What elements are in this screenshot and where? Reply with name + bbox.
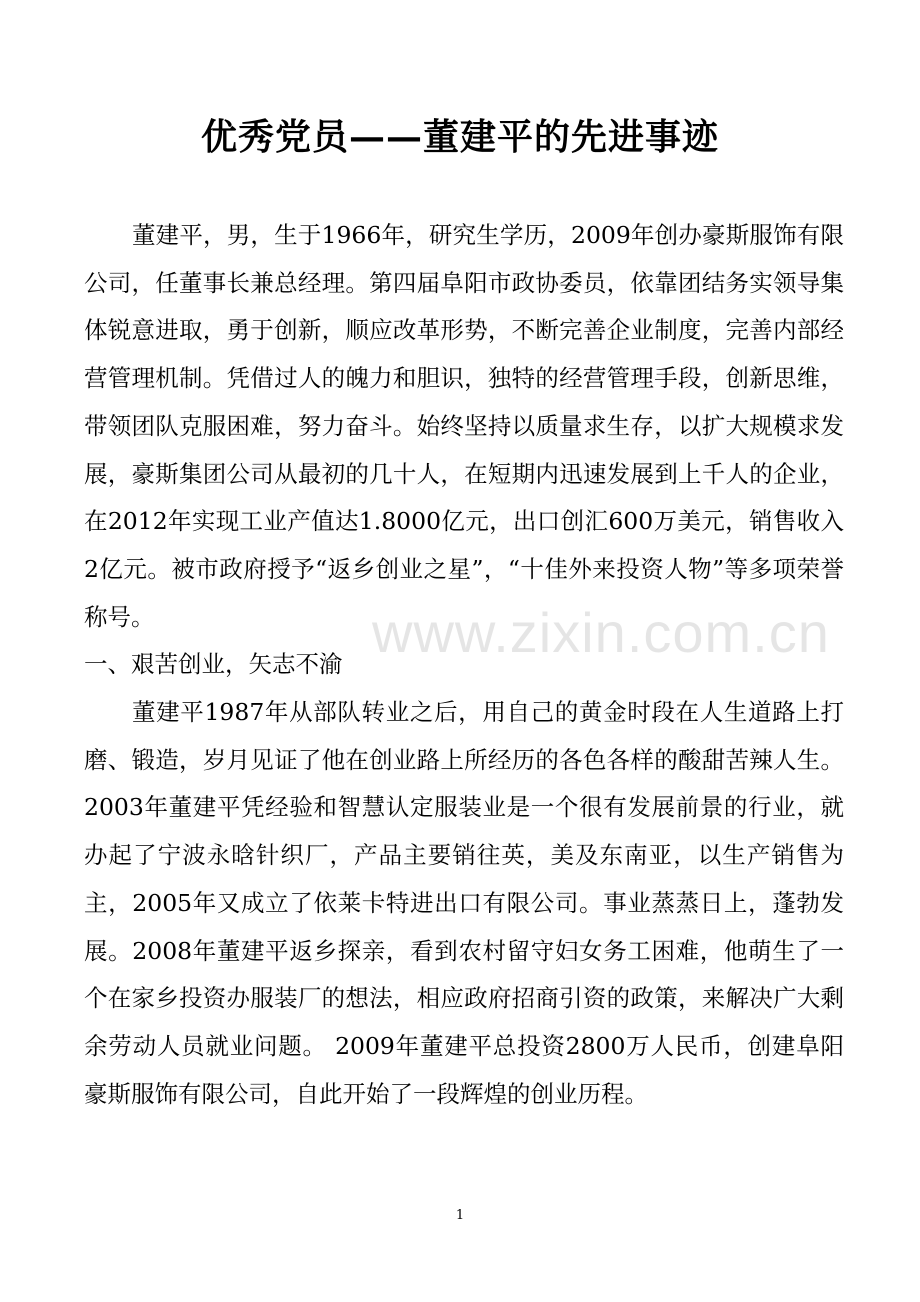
watermark: www.zixin.com.cn [372, 601, 830, 664]
page-number: 1 [455, 1208, 465, 1223]
intro-paragraph: 董建平，男，生于1966年，研究生学历，2009年创办豪斯服饰有限公司，任董事长兼总经理。第四届阜阳市政协委员，依靠团结务实领导集体锐意进取，勇于创新，顺应改革形势，不断完善企业制度，完善内部经营管理机制。凭借过人的魄力和胆识，独特的经营管理手段，创新思维，带领团队克服困难，努力奋斗。始终坚持以质量求生存，以扩大规模求发展，豪斯集团公司从最初的几十人，在短期内迅速发展到上千人的企业，在2012年实现工业产值达1.8000亿元，出口创汇600万美元，销售收入2亿元。被市政府授予“返乡创业之星”，“十佳外来投资人物”等多项荣誉称号。 [84, 221, 844, 631]
document-title: 优秀党员——董建平的先进事迹 [200, 116, 719, 158]
section-paragraph: 董建平1987年从部队转业之后，用自己的黄金时段在人生道路上打磨、锻造，岁月见证了他在创业路上所经历的各色各样的酸甜苦辣人生。2003年董建平凭经验和智慧认定服装业是一个很有发展前景的行业，就办起了宁波永晗针织厂，产品主要销往英，美及东南亚，以生产销售为主，2005年又成立了依莱卡特进出口有限公司。事业蒸蒸日上，蓬勃发展。2008年董建平返乡探亲，看到农村留守妇女务工困难，他萌生了一个在家乡投资办服装厂的想法，相应政府招商引资的政策，来解决广大剩余劳动人员就业问题。 2009年董建平总投资2800万人民币，创建阜阳豪斯服饰有限公司，自此开始了一段辉煌的创业历程。 [84, 698, 844, 1108]
section-heading: 一、艰苦创业，矢志不渝 [84, 650, 343, 678]
